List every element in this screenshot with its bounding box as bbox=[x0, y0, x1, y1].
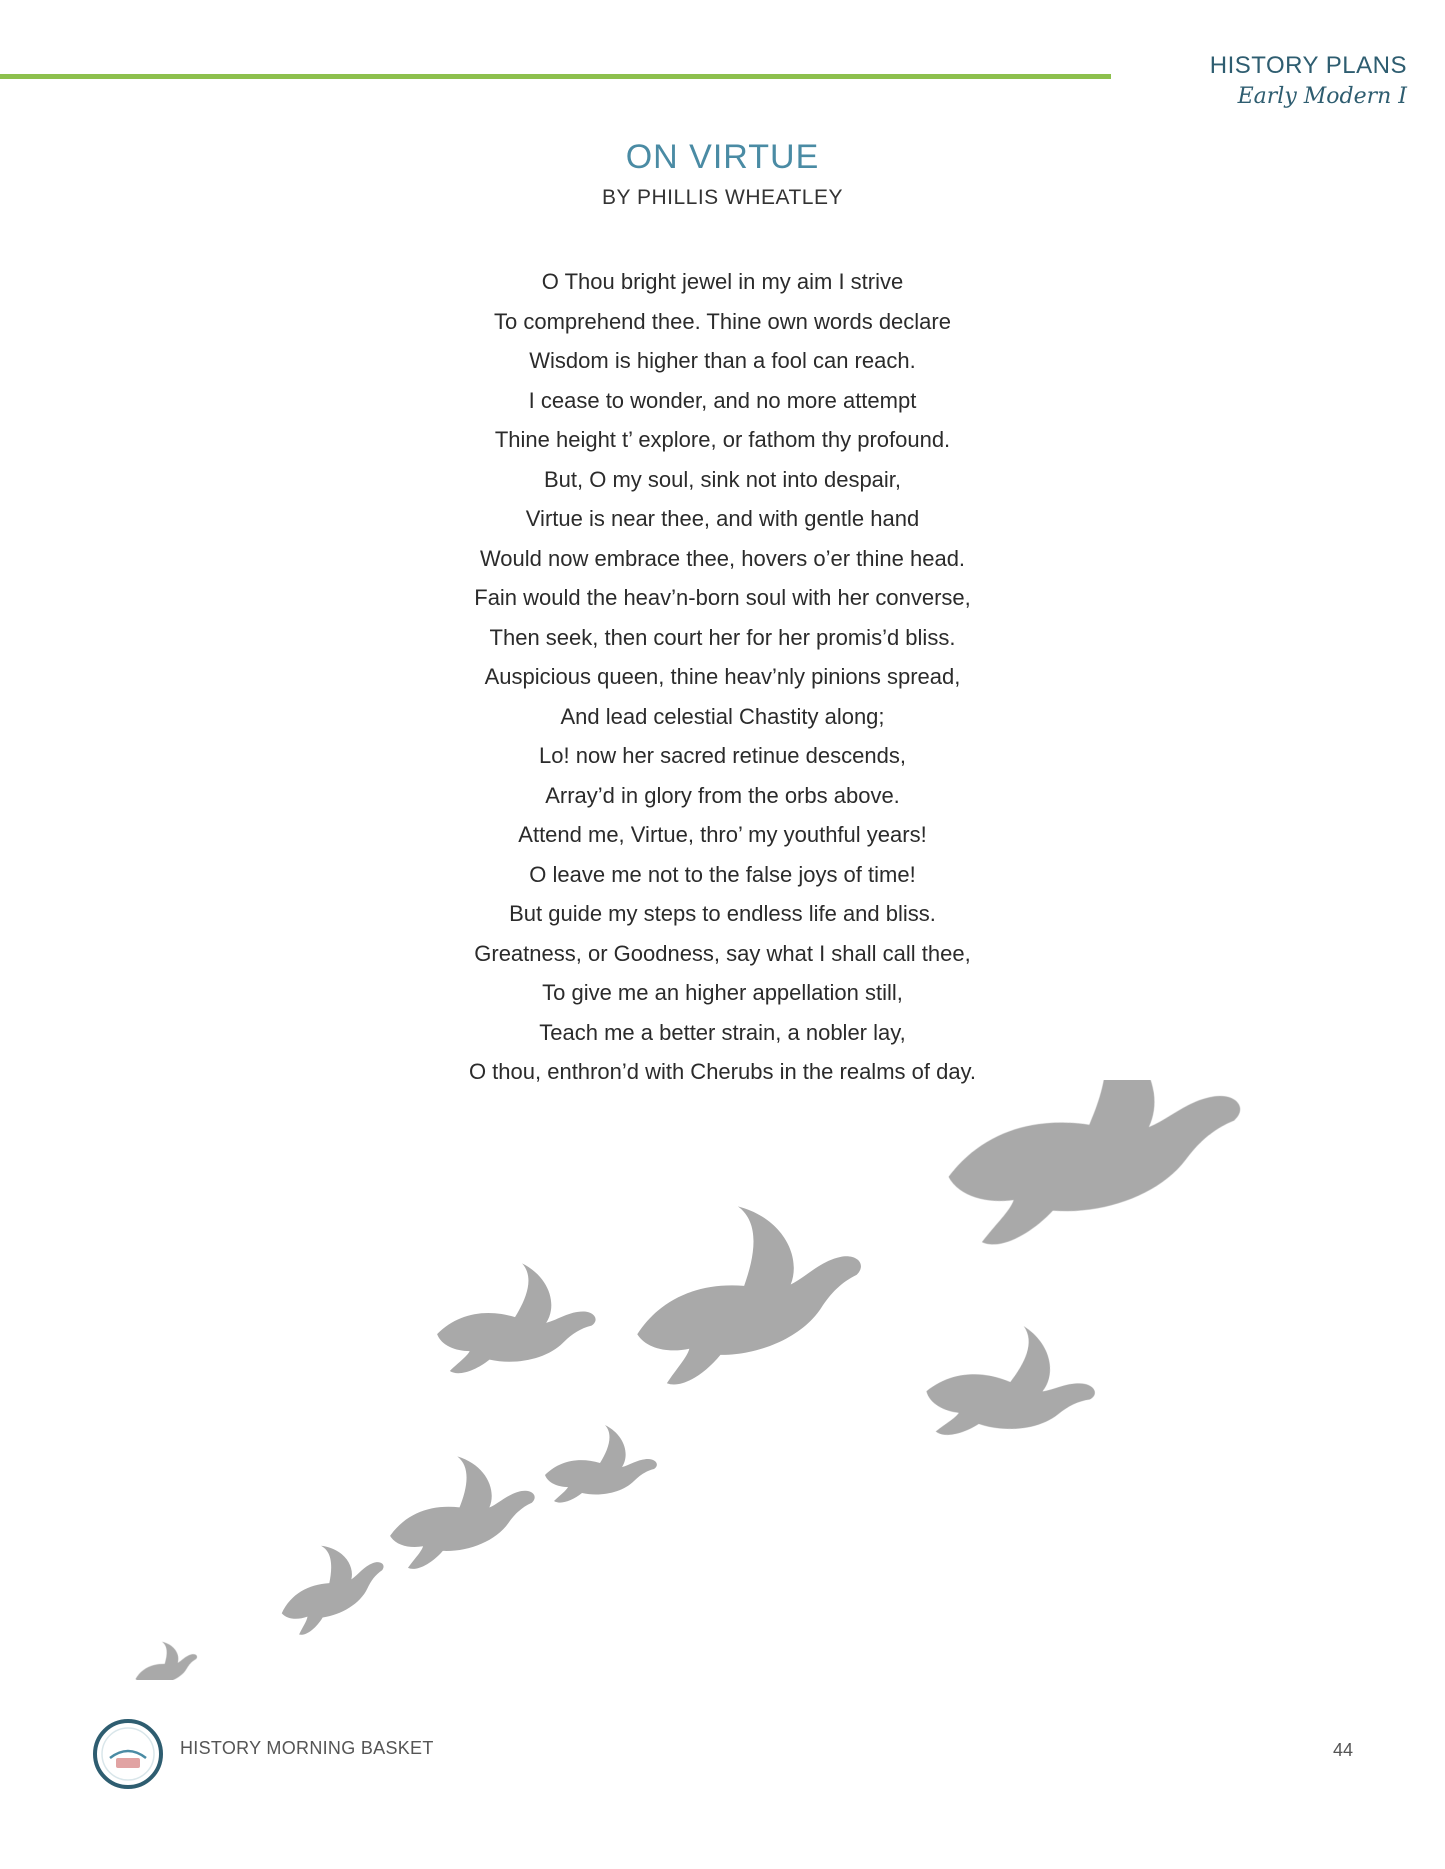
poem-line: Then seek, then court her for her promis’d bliss. bbox=[489, 624, 956, 650]
poem-line: Thine height t’ explore, or fathom thy profound. bbox=[494, 427, 951, 452]
poem-line: Array’d in glory from the orbs above. bbox=[545, 782, 900, 808]
poem-line: And lead celestial Chastity along; bbox=[560, 703, 885, 729]
poem-line: Wisdom is higher than a fool can reach. bbox=[529, 348, 916, 373]
poem-line: Virtue is near thee, and with gentle hand bbox=[525, 506, 920, 531]
poem-line: Lo! now her sacred retinue descends, bbox=[539, 743, 906, 768]
header-block bbox=[1210, 52, 1407, 109]
poem-line: O thou, enthron’d with Cherubs in the realms of day. bbox=[468, 1059, 977, 1084]
poem-line: O Thou bright jewel in my aim I strive bbox=[541, 269, 904, 294]
morning-basket-logo-icon bbox=[92, 1718, 164, 1790]
poem-line: Attend me, Virtue, thro’ my youthful years! bbox=[518, 822, 927, 847]
poem-line: O leave me not to the false joys of time! bbox=[529, 861, 916, 887]
flying-doves-icon bbox=[130, 1080, 1330, 1680]
poem-line: But guide my steps to endless life and bliss. bbox=[509, 901, 936, 926]
poem-author: BY PHILLIS WHEATLEY bbox=[602, 186, 843, 209]
poem-line: To give me an higher appellation still, bbox=[542, 980, 903, 1005]
poem-line: But, O my soul, sink not into despair, bbox=[543, 466, 902, 492]
header-rule bbox=[0, 74, 1111, 79]
poem-line: Greatness, or Goodness, say what I shall call thee, bbox=[474, 940, 971, 966]
poem-line: Teach me a better strain, a nobler lay, bbox=[539, 1019, 906, 1045]
header-title: HISTORY PLANS bbox=[1209, 52, 1407, 79]
footer-title: HISTORY MORNING BASKET bbox=[180, 1738, 434, 1758]
poem-line: I cease to wonder, and no more attempt bbox=[528, 387, 917, 413]
poem-line: Auspicious queen, thine heav’nly pinions spread, bbox=[484, 664, 961, 689]
poem-title: ON VIRTUE bbox=[625, 138, 820, 176]
page-number: 44 bbox=[1332, 1740, 1353, 1760]
poem-line: To comprehend thee. Thine own words declare bbox=[494, 308, 951, 334]
poem-line: Fain would the heav’n-born soul with her converse, bbox=[474, 585, 971, 610]
header-subtitle: Early Modern I bbox=[1237, 84, 1407, 109]
poem-body bbox=[0, 262, 1445, 1092]
poem-line: Would now embrace thee, hovers o’er thine head. bbox=[479, 545, 966, 571]
